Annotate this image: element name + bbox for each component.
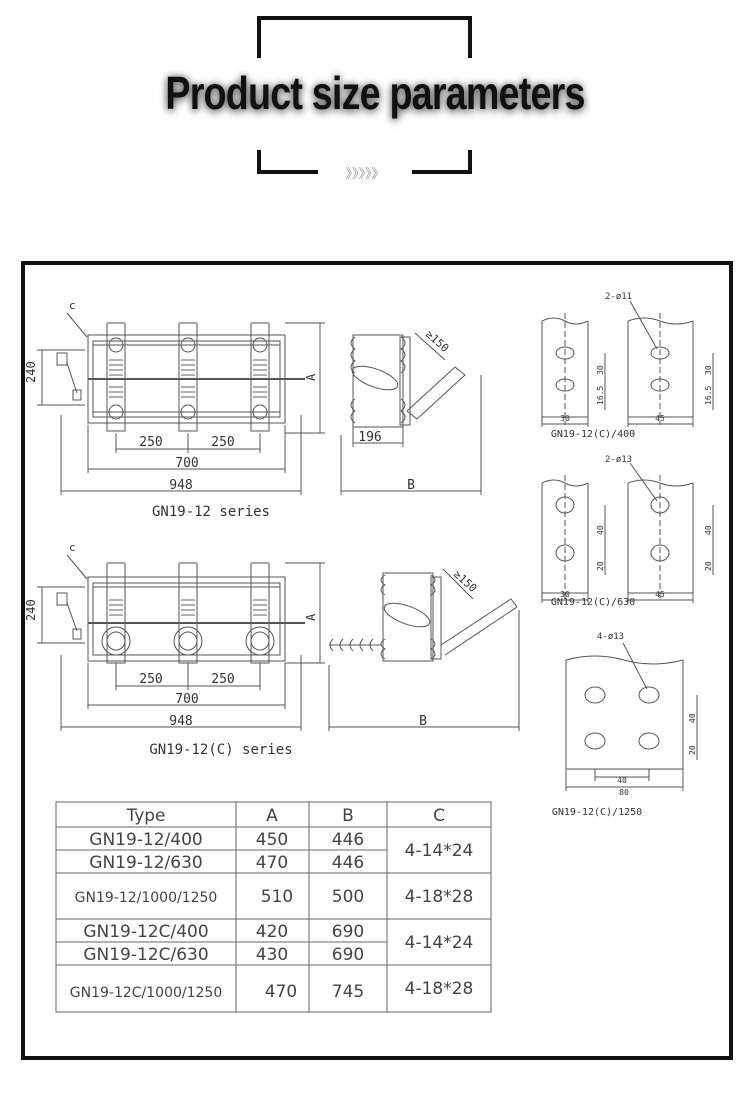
row-b: 446	[331, 830, 365, 850]
w2-1250: 80	[619, 788, 629, 797]
busbar-detail-1250	[566, 643, 697, 791]
dim-250-left: 250	[139, 435, 163, 450]
row-a: 450	[255, 830, 289, 850]
row-b: 446	[331, 853, 365, 873]
hole-label-1250: 4-ø13	[597, 632, 625, 642]
caption-630: GN19-12(C)/630	[550, 597, 636, 608]
chevrons-icon: 》》》》》	[345, 167, 385, 182]
caption-400: GN19-12(C)/400	[550, 429, 636, 440]
dim-250-right-2: 250	[211, 672, 235, 687]
w1-400: 30	[560, 414, 570, 423]
dim-240-label-2: 240	[25, 599, 38, 621]
busbar-detail-400	[542, 301, 713, 427]
row-a: 510	[260, 887, 294, 907]
hole-label-400: 2-ø11	[605, 292, 633, 302]
row-b: 690	[331, 945, 365, 965]
dim-700-2: 700	[175, 692, 199, 707]
dim-150-2: ≥150	[450, 567, 480, 595]
h1-400: 30	[596, 365, 605, 375]
h2-1250: 20	[688, 745, 697, 755]
label-a-2: A	[304, 613, 318, 621]
h1-630: 40	[596, 525, 605, 535]
technical-drawing	[25, 265, 729, 1056]
switch-side-view-2	[329, 569, 519, 731]
drawing-frame	[21, 261, 733, 1060]
label-c-2: c	[69, 541, 76, 554]
busbar-detail-630	[542, 463, 713, 603]
label-a: A	[304, 373, 318, 381]
header-c: C	[433, 806, 445, 826]
switch-side-view-1	[341, 333, 481, 495]
row-type: GN19-12/630	[89, 853, 203, 873]
caption-gn19-12c: GN19-12(C) series	[149, 742, 293, 758]
row-a: 470	[264, 982, 298, 1002]
row-b: 745	[331, 982, 365, 1002]
h3-400: 30	[704, 365, 713, 375]
hole-label-630: 2-ø13	[605, 455, 633, 465]
c-value: 4-18*28	[404, 887, 474, 907]
row-type: GN19-12C/400	[83, 922, 209, 942]
header-b: B	[342, 806, 354, 826]
row-type: GN19-12C/630	[83, 945, 209, 965]
c-value: 4-14*24	[404, 933, 474, 953]
header-a: A	[266, 806, 278, 826]
row-b: 500	[331, 887, 365, 907]
h1-1250: 40	[688, 713, 697, 723]
dim-700: 700	[175, 456, 199, 471]
c-value: 4-14*24	[404, 841, 474, 861]
row-type: GN19-12/1000/1250	[74, 890, 218, 906]
w2-630: 45	[655, 590, 665, 599]
caption-1250: GN19-12(C)/1250	[551, 807, 643, 818]
label-c: c	[69, 299, 76, 312]
dim-948-2: 948	[169, 714, 193, 729]
dim-948: 948	[169, 478, 193, 493]
c-value: 4-18*28	[404, 979, 474, 999]
header-banner	[0, 0, 750, 200]
label-b-2: B	[419, 714, 427, 729]
h2-400: 16.5	[596, 385, 605, 405]
header-type: Type	[126, 806, 166, 826]
dim-250-left-2: 250	[139, 672, 163, 687]
row-a: 420	[255, 922, 289, 942]
row-type: GN19-12C/1000/1250	[69, 985, 223, 1001]
dim-240-label: 240	[25, 361, 38, 383]
page-title: Product size parameters	[165, 67, 585, 119]
h4-400: 16.5	[704, 385, 713, 405]
dim-196: 196	[358, 430, 382, 445]
h2-630: 20	[596, 561, 605, 571]
h3-630: 40	[704, 525, 713, 535]
label-b: B	[407, 478, 415, 493]
caption-gn19-12: GN19-12 series	[151, 504, 271, 520]
row-a: 430	[255, 945, 289, 965]
row-a: 470	[255, 853, 289, 873]
row-type: GN19-12/400	[89, 830, 203, 850]
dim-250-right: 250	[211, 435, 235, 450]
w2-400: 45	[655, 414, 665, 423]
h4-630: 20	[704, 561, 713, 571]
dim-150: ≥150	[422, 327, 452, 355]
w1-1250: 40	[617, 776, 627, 785]
w1-630: 30	[560, 590, 570, 599]
row-b: 690	[331, 922, 365, 942]
